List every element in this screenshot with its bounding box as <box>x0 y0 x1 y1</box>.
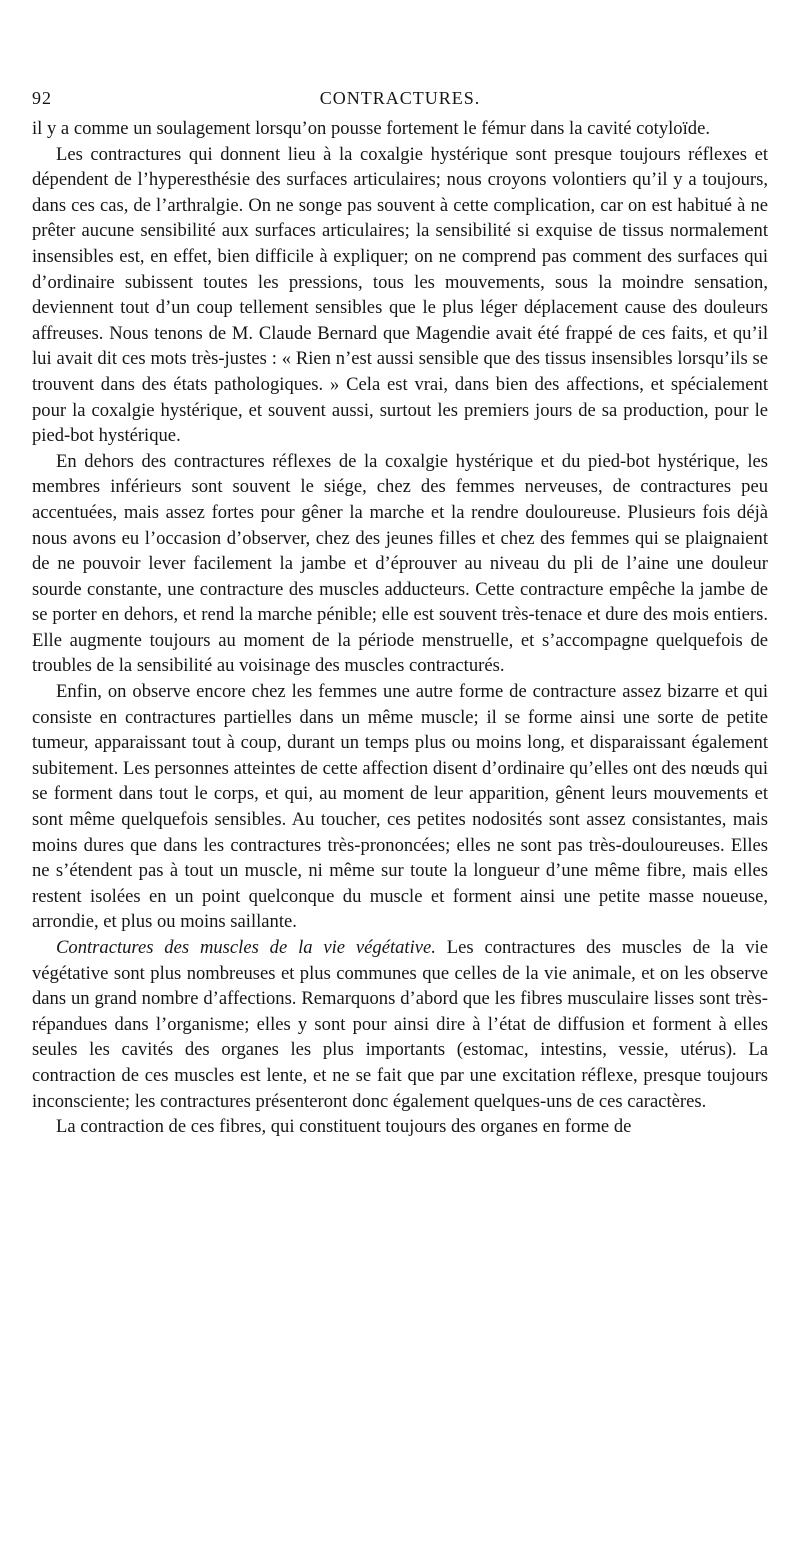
book-page <box>32 86 768 1140</box>
paragraph-text: En dehors des contractures réflexes de la coxalgie hystérique et du pied-bot hystérique, les membres inférieurs sont souvent le siége, chez des femmes nerveuses, de contractures peu accentuées, mais assez fortes pour gêner la marche et la rendre douloureuse. Plusieurs fois déjà nous avons eu l’occasion d’observer, chez des jeunes filles et chez des femmes qui se plaignaient de ne pouvoir lever facilement la jambe et d’éprouver au niveau du pli de l’aine une douleur sourde constante, une contracture des muscles adducteurs. Cette contracture empêche la jambe de se porter en dehors, et rend la marche pénible; elle est souvent très-tenace et dure des mois entiers. Elle augmente toujours au moment de la période menstruelle, et s’accompagne quelquefois de troubles de la sensibilité au voisinage des muscles contracturés. <box>32 450 768 677</box>
paragraph-coxalgie-reflexes <box>32 142 768 449</box>
paragraph-continuation <box>32 116 768 142</box>
paragraph-text: Enfin, on observe encore chez les femmes une autre forme de contracture assez bizarre et qui consiste en contractures partielles dans un même muscle; il se forme ainsi une sorte de petite tumeur, apparaissant tout à coup, durant un temps plus ou moins long, et disparaissant également subitement. Les personnes atteintes de cette affection disent d’ordinaire qu’elles ont des nœuds qui se forment dans tout le corps, et qui, au moment de leur apparition, gênent leurs mouvements et sont même quelquefois sensibles. Au toucher, ces petites nodosités sont assez consistantes, mais moins dures que dans les contractures très-prononcées; elles ne sont pas très-douloureuses. Elles ne s’étendent pas à tout un muscle, ni même sur toute la longueur d’une même fibre, mais elles restent isolées en un point quelconque du muscle et forment ainsi une petite masse noueuse, arrondie, et plus ou moins saillante. <box>32 681 768 933</box>
running-title: CONTRACTURES. <box>319 88 481 108</box>
paragraph-text: il y a comme un soulagement lorsqu’on pousse fortement le fémur dans la cavité cotyloïde. <box>32 118 710 139</box>
paragraph-text: La contraction de ces fibres, qui constituent toujours des organes en forme de <box>56 1116 632 1138</box>
paragraph-contractures-partielles <box>32 679 768 935</box>
running-head <box>32 86 768 116</box>
paragraph-text: Les contractures qui donnent lieu à la coxalgie hystérique sont presque toujours réflexes et dépendent de l’hyperesthésie des surfaces articulaires; nous croyons volontiers qu’il y a toujours, dans ces cas, de l’arthralgie. On ne songe pas souvent à cette complication, car on est habitué à ne prêter aucune sensibilité aux surfaces articulaires; la sensibilité si exquise de tissus normalement insensibles est, en effet, bien difficile à expliquer; on ne comprend pas comment des surfaces qui d’ordinaire subissent toutes les pressions, tous les mouvements, sous la moindre sensation, deviennent tout d’un coup tellement sensibles que le plus léger déplacement cause des douleurs affreuses. Nous tenons de M. Claude Bernard que Magendie avait été frappé de ces faits, et qu’il lui avait dit ces mots très-justes : « Rien n’est aussi sensible que des tissus insensibles lorsqu’ils se trouvent dans des états pathologiques. » Cela est vrai, dans bien des affections, et spécialement pour la coxalgie hystérique, et souvent aussi, surtout les premiers jours de sa production, pour le pied-bot hystérique. <box>32 143 768 447</box>
paragraph-contraction-fibres <box>32 1114 768 1140</box>
paragraph-text: Les contractures des muscles de la vie végétative sont plus nombreuses et plus communes que celles de la vie animale, et on les observe dans un grand nombre d’affections. Remarquons d’abord que les fibres musculaire lisses sont très-répandues dans l’organisme; elles y sont pour ainsi dire à l’état de diffusion et forment à elles seules les cavités des organes les plus importants (estomac, intestins, vessie, utérus). La contraction de ces muscles est lente, et ne se fait que par une excitation réflexe, presque toujours inconsciente; les contractures présenteront donc également quelques-uns de ces caractères. <box>32 937 768 1112</box>
paragraph-membres-inferieurs <box>32 449 768 679</box>
body-text <box>32 116 768 1140</box>
section-lead: Contractures des muscles de la vie végétative. <box>56 937 436 958</box>
paragraph-vie-vegetative <box>32 935 768 1114</box>
page-number: 92 <box>32 88 52 108</box>
